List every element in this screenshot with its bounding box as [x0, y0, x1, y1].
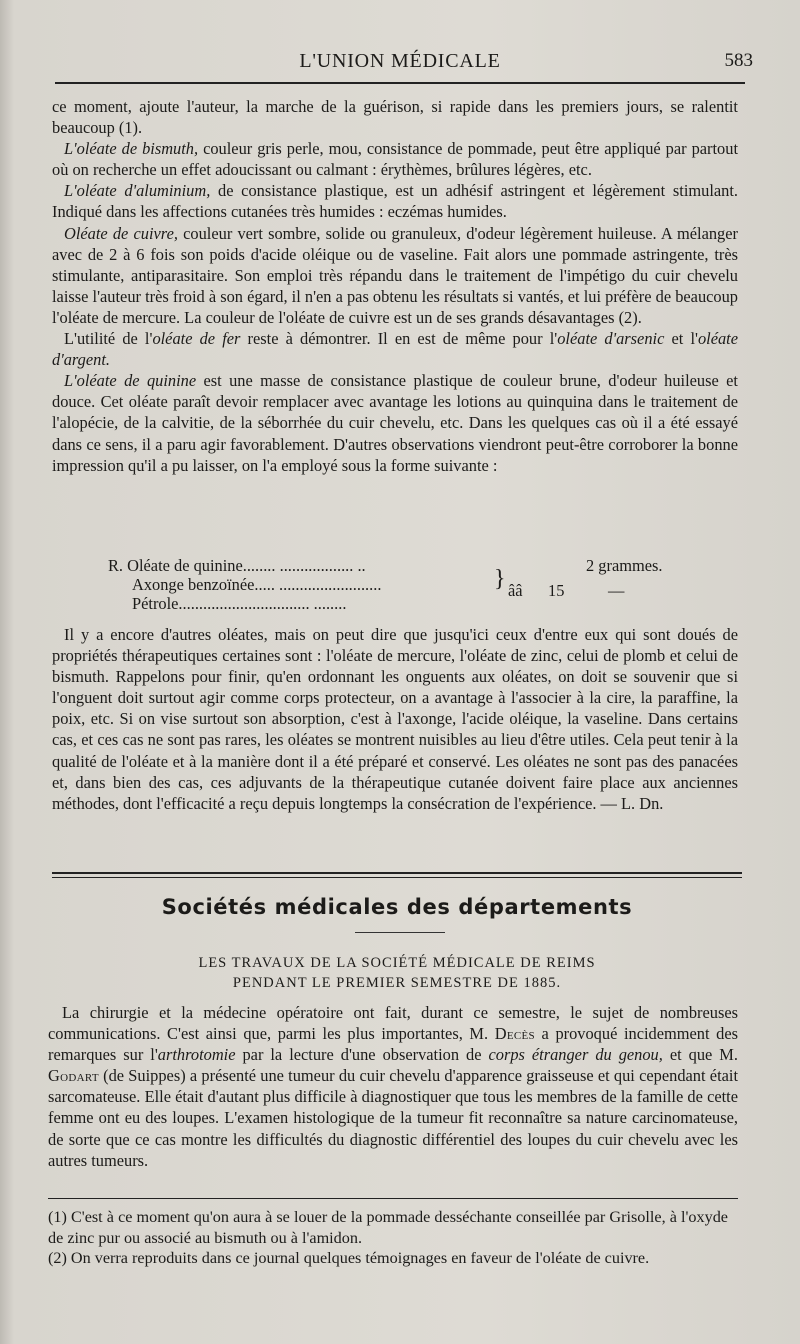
footnotes — [48, 1207, 728, 1269]
text-fragment: reste à démontrer. Il en est de même pour l' — [240, 329, 558, 349]
title-rule — [355, 932, 445, 933]
person-name: Godart — [48, 1066, 99, 1086]
paragraph-aluminium — [52, 180, 738, 222]
section-rule — [52, 877, 742, 878]
paragraph-fer-arsenic — [52, 328, 738, 370]
formula-ingredient: R. Oléate de quinine........ .................. .. — [108, 556, 366, 575]
paragraph-bismuth-text: couleur gris perle, mou, consistance de pommade, peut être appliqué par partout où on recherche un effet adoucissant ou calmant : érythèmes, brûlures légères, etc. — [52, 139, 739, 180]
paragraph-quinine — [52, 370, 738, 475]
person-name: Decès — [494, 1024, 535, 1044]
term-arsenic: oléate d'arsenic — [557, 329, 665, 349]
text-fragment: (de Suippes) a présenté une tumeur du cuir chevelu d'apparence graisseuse et qui cependant était sarcomateuse. Elle était d'autant plus difficile à diagnostiquer que tous les membres de la famille de cette femme ont eu des loupes. L'examen histologique de la tumeur fit reconnaître sa nature carcinomateuse, de sorte que ce cas montre les difficultés du diagnostic différentiel des loupes du cuir chevelu avec les autres tumeurs. — [48, 1066, 738, 1170]
reims-article-body — [48, 1002, 738, 1171]
article-body-conclusion — [52, 624, 738, 814]
term-argent: oléate d'argent. — [52, 329, 739, 370]
formula-aa: ââ — [508, 581, 523, 600]
text-fragment: par la lecture d'une observation de — [235, 1045, 489, 1065]
running-title: L'UNION MÉDICALE — [299, 50, 501, 72]
term-fer: oléate de fer — [152, 329, 241, 349]
term-corps-etranger: corps étranger du genou, — [488, 1045, 663, 1065]
prescription-formula — [108, 556, 708, 613]
text-fragment: L'utilité de l' — [64, 329, 153, 349]
formula-ingredient: Pétrole................................ ........ — [132, 594, 347, 613]
term-cuivre: Oléate de cuivre, — [64, 223, 178, 243]
paragraph-cuivre — [52, 223, 738, 328]
footnote-2: (2) On verra reproduits dans ce journal quelques témoignages en faveur de l'oléate de cuivre. — [48, 1249, 650, 1267]
section-rule — [52, 872, 742, 874]
term-bismuth: L'oléate de bismuth, — [64, 139, 199, 159]
formula-row — [108, 556, 708, 575]
formula-ingredient: Axonge benzoïnée..... ......................... — [132, 575, 382, 594]
text-fragment: a provoqué incidemment des remarques sur l' — [48, 1024, 738, 1065]
paragraph-reims — [48, 1002, 738, 1171]
formula-row-group — [108, 566, 708, 613]
formula-brace: } — [494, 566, 506, 592]
footnote-1: (1) C'est à ce moment qu'on aura à se louer de la pommade desséchante conseillée par Grisolle, à l'oxyde de zinc pur ou associé au bismuth ou à l'amidon. — [48, 1208, 728, 1247]
term-arthrotomie: arthrotomie — [157, 1045, 236, 1065]
paragraph-continuation: ce moment, ajoute l'auteur, la marche de la guérison, si rapide dans les premiers jours, se ralentit beaucoup (1). — [52, 97, 738, 138]
term-quinine: L'oléate de quinine — [64, 371, 197, 391]
page-number: 583 — [724, 50, 753, 71]
paragraph-bismuth — [52, 138, 738, 180]
section-title: Sociétés médicales des départements — [161, 895, 633, 919]
text-fragment: et l' — [664, 329, 698, 349]
term-aluminium: L'oléate d'aluminium, — [64, 181, 211, 201]
text-fragment: et que M. — [662, 1045, 738, 1065]
subsection-title: PENDANT LE PREMIER SEMESTRE DE 1885. — [232, 975, 562, 991]
paragraph-cuivre-text: couleur vert sombre, solide ou granuleux, d'odeur légèrement huileuse. A mélanger avec de 2 à 6 fois son poids d'acide oléique ou de vaseline. Fait alors une pommade astringente, très stimulante, antiparasitaire. Son emploi très répandu dans le traitement de l'impétigo du cuir chevelu laisse l'auteur très froid à son égard, il n'en a pas obtenu les résultats si vantés, et lui préfère de beaucoup l'oléate de mercure. La couleur de l'oléate de cuivre est un de ses grands désavantages (2). — [52, 223, 738, 327]
article-body — [52, 96, 738, 476]
page-header — [55, 44, 753, 84]
header-rule — [55, 82, 745, 84]
subsection-title: LES TRAVAUX DE LA SOCIÉTÉ MÉDICALE DE REIMS — [198, 955, 596, 971]
paragraph-conclusion: Il y a encore d'autres oléates, mais on peut dire que jusqu'ici ceux d'entre eux qui sont doués de propriétés thérapeutiques certaines sont : l'oléate de mercure, l'oléate de zinc, celui de plomb et celui de bismuth. Rappelons pour finir, qu'en ordonnant les onguents aux oléates, on doit se souvenir que si l'onguent doit surtout agir comme corps protecteur, on a avantage à l'associer à la cire, la paraffine, la poix, etc. Si on vise surtout son absorption, c'est à l'axonge, l'acide oléique, la vaseline. Dans certains cas, et ces cas ne sont pas rares, les oléates se montrent nuisibles au lieu d'être utiles. Cela peut tenir à la qualité de l'oléate et à la manière dont il a été préparé et conservé. Les oléates ne sont pas des panacées et, dans bien des cas, ces adjuvants de la thérapeutique cutanée doivent faire place aux anciennes méthodes, dont l'efficacité a reçu depuis longtemps la consécration de l'expérience. — L. Dn. — [52, 625, 738, 813]
footnote-rule — [48, 1198, 738, 1199]
formula-quantity: 2 grammes. — [586, 556, 663, 575]
formula-unit: — — [608, 581, 625, 600]
paragraph-quinine-text: est une masse de consistance plastique de couleur brune, d'odeur huileuse et douce. Cet oléate paraît devoir remplacer avec avantage les lotions au quinquina dans le traitement de l'alopécie, de la calvitie, de la séborrhée du cuir chevelu, etc. Dans les quelques cas où il a été essayé dans ce sens, il a paru agir favorablement. D'autres observations viendront peut-être corroborer la bonne impression qu'il a pu laisser, on l'a employé sous la forme suivante : — [52, 371, 738, 475]
text-fragment: La chirurgie et la médecine opératoire ont fait, durant ce semestre, le sujet de nombreuses communications. C'est ainsi que, parmi les plus importantes, M. — [48, 1003, 738, 1044]
formula-quantity: 15 — [548, 581, 565, 600]
paragraph-aluminium-text: de consistance plastique, est un adhésif astringent et légèrement stimulant. Indiqué dans les affections cutanées très humides : eczémas humides. — [52, 181, 738, 222]
